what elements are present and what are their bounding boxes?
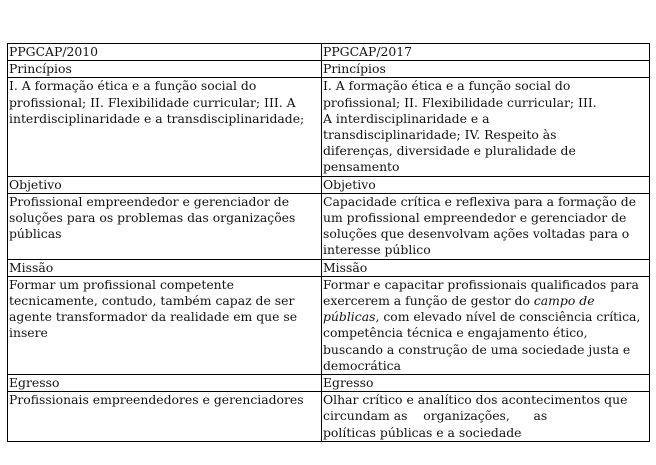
objetivo-2017: Capacidade crítica e reflexiva para a formação de um profissional empreendedor e gerenciador de soluções que desenvolvam ações voltadas para o interesse público xyxy=(322,193,650,259)
egresso-2017-line: Olhar crítico e analítico dos acontecimentos que xyxy=(323,392,628,408)
label-egresso-2010: Egresso xyxy=(8,375,322,392)
principios-2010: I. A formação ética e a função social do profissional; II. Flexibilidade curricular; III. A interdisciplinaridade e a transdisciplinaridade; xyxy=(8,78,322,176)
content-row-missao xyxy=(8,276,650,374)
egresso-2017-line: políticas públicas e a sociedade xyxy=(323,424,522,440)
missao-2017-text-start: Formar e capacitar profissionais qualificados para exercerem a função de gestor do xyxy=(323,276,639,309)
principios-2017-line: profissional; II. Flexibilidade curricular; III. xyxy=(323,94,597,110)
section-label-row-principios xyxy=(8,61,650,78)
principios-2017-line: I. A formação ética e a função social do xyxy=(323,78,571,94)
content-row-objetivo xyxy=(8,193,650,259)
egresso-2017-line: circundam as organizações, as xyxy=(323,408,548,424)
principios-2017-line: A interdisciplinaridade e a xyxy=(323,110,490,126)
section-label-row-objetivo xyxy=(8,176,650,193)
section-label-row-missao xyxy=(8,259,650,276)
content-row-egresso xyxy=(8,392,650,442)
header-row xyxy=(8,44,650,61)
principios-2017-line: transdisciplinaridade; IV. Respeito às xyxy=(323,127,557,143)
label-objetivo-2010: Objetivo xyxy=(8,176,322,193)
header-ppgcap-2017: PPGCAP/2017 xyxy=(322,44,650,61)
missao-2010: Formar um profissional competente tecnicamente, contudo, também capaz de ser agente transformador da realidade em que se insere xyxy=(8,276,322,374)
missao-2017 xyxy=(322,276,650,374)
label-principios-2010: Princípios xyxy=(8,61,322,78)
label-objetivo-2017: Objetivo xyxy=(322,176,650,193)
header-ppgcap-2010: PPGCAP/2010 xyxy=(8,44,322,61)
missao-2017-text-end: , com elevado nível de consciência crítica, competência técnica e engajamento ético, buscando a construção de uma sociedade justa e democrática xyxy=(323,309,641,373)
principios-2017-line: diferenças, diversidade e pluralidade de xyxy=(323,143,576,159)
section-label-row-egresso xyxy=(8,375,650,392)
egresso-2010: Profissionais empreendedores e gerenciadores xyxy=(8,392,322,442)
missao-2017-italic-term: campo de públicas xyxy=(323,293,595,325)
label-egresso-2017: Egresso xyxy=(322,375,650,392)
label-missao-2010: Missão xyxy=(8,259,322,276)
label-missao-2017: Missão xyxy=(322,259,650,276)
objetivo-2010: Profissional empreendedor e gerenciador de soluções para os problemas das organizações públicas xyxy=(8,193,322,259)
comparison-table xyxy=(7,43,650,442)
principios-2017-line: pensamento xyxy=(323,159,400,175)
label-principios-2017: Princípios xyxy=(322,61,650,78)
principios-2017 xyxy=(322,78,650,176)
content-row-principios xyxy=(8,78,650,176)
egresso-2017 xyxy=(322,392,650,442)
